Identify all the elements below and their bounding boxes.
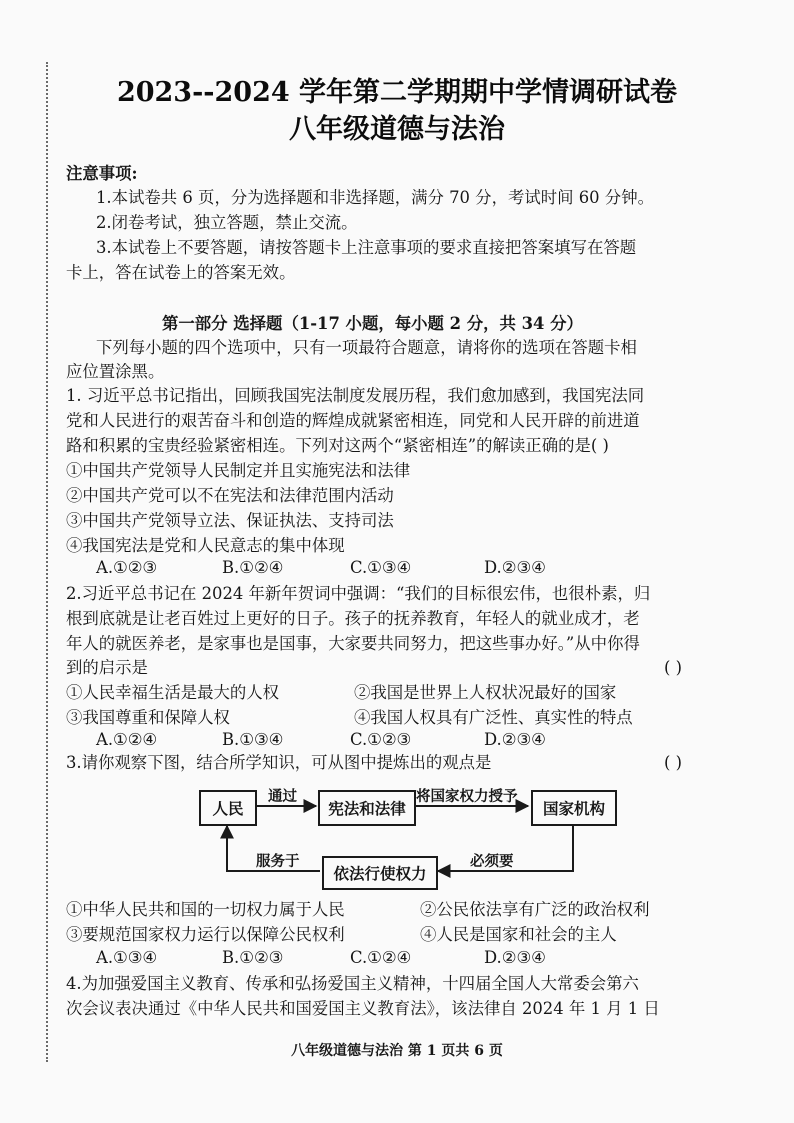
q3-statement-2: ②公民依法享有广泛的政治权利 (420, 900, 650, 919)
q2-option-d: D.②③④ (484, 730, 546, 749)
q1-stem-line-3: 路和积累的宝贵经验紧密相连。下列对这两个“紧密相连”的解读正确的是( ) (66, 436, 609, 455)
q3-statement-1: ①中华人民共和国的一切权力属于人民 (66, 900, 345, 919)
notice-item-3: 3.本试卷上不要答题，请按答题卡上注意事项的要求直接把答案填写在答题 (96, 238, 637, 257)
notice-item-2: 2.闭卷考试，独立答题，禁止交流。 (96, 213, 358, 232)
q1-stem-line-2: 党和人民进行的艰苦奋斗和创造的辉煌成就紧密相连，同党和人民开辟的前进道 (66, 411, 640, 430)
notice-item-3-cont: 卡上，答在试卷上的答案无效。 (66, 263, 296, 282)
diagram-box-state-organs: 国家机构 (531, 790, 617, 826)
q3-statement-4: ④人民是国家和社会的主人 (420, 925, 617, 944)
q1-stem-line-1: 1. 习近平总书记指出，回顾我国宪法制度发展历程，我们愈加感到，我国宪法同 (66, 386, 645, 405)
q3-statement-3: ③要规范国家权力运行以保障公民权利 (66, 925, 345, 944)
q2-stem-line-1: 2.习近平总书记在 2024 年新年贺词中强调：“我们的目标很宏伟，也很朴素，归 (66, 584, 651, 603)
q1-statement-4: ④我国宪法是党和人民意志的集中体现 (66, 536, 345, 555)
diagram-box-exercise-power: 依法行使权力 (322, 856, 438, 890)
exam-subtitle: 八年级道德与法治 (289, 114, 505, 145)
q2-statement-3: ③我国尊重和保障人权 (66, 708, 230, 727)
q2-stem-line-4: 到的启示是 (66, 658, 148, 677)
q3-option-a: A.①③④ (96, 948, 158, 967)
q2-stem-line-2: 根到底就是让老百姓过上更好的日子。孩子的抚养教育，年轻人的就业成才，老 (66, 609, 640, 628)
q3-stem: 3.请你观察下图，结合所学知识，可从图中提炼出的观点是 (66, 753, 492, 772)
q3-answer-bracket: ( ) (664, 753, 682, 772)
q1-option-c: C.①③④ (350, 558, 412, 577)
notice-item-1: 1.本试卷共 6 页，分为选择题和非选择题，满分 70 分，考试时间 60 分钟。 (96, 188, 654, 207)
q4-stem-line-2: 次会议表决通过《中华人民共和国爱国主义教育法》，该法律自 2024 年 1 月 1 日 (66, 999, 660, 1018)
q2-statement-2: ②我国是世界上人权状况最好的国家 (354, 683, 617, 702)
q4-stem-line-1: 4.为加强爱国主义教育、传承和弘扬爱国主义精神，十四届全国人大常委会第六 (66, 974, 639, 993)
q2-statement-4: ④我国人权具有广泛性、真实性的特点 (354, 708, 633, 727)
q1-option-a: A.①②③ (96, 558, 158, 577)
diagram-label-through: 通过 (268, 788, 297, 805)
q1-option-d: D.②③④ (484, 558, 546, 577)
q2-option-c: C.①②③ (350, 730, 412, 749)
q2-option-a: A.①②④ (96, 730, 158, 749)
diagram-box-constitution-law: 宪法和法律 (318, 790, 416, 826)
diagram-label-must: 必须要 (470, 853, 514, 870)
q1-statement-3: ③中国共产党领导立法、保证执法、支持司法 (66, 511, 394, 530)
q3-option-b: B.①②③ (222, 948, 284, 967)
exam-title: 2023--2024 学年第二学期期中学情调研试卷 (116, 77, 678, 108)
q2-statement-1: ①人民幸福生活是最大的人权 (66, 683, 280, 702)
diagram-box-people: 人民 (199, 790, 257, 826)
q3-option-c: C.①②④ (350, 948, 412, 967)
notice-heading: 注意事项: (66, 164, 138, 183)
diagram-label-serve: 服务于 (256, 853, 300, 870)
q2-answer-bracket: ( ) (664, 658, 682, 677)
q1-statement-1: ①中国共产党领导人民制定并且实施宪法和法律 (66, 461, 411, 480)
q1-option-b: B.①②④ (222, 558, 284, 577)
section-instruction-cont: 应位置涂黑。 (66, 362, 165, 381)
q2-stem-line-3: 年人的就医养老，是家事也是国事，大家要共同努力，把这些事办好。”从中你得 (66, 634, 640, 653)
section-heading: 第一部分 选择题（1-17 小题，每小题 2 分，共 34 分） (162, 314, 583, 333)
diagram-label-grant-power: 将国家权力授予 (416, 788, 518, 805)
page-footer: 八年级道德与法治 第 1 页共 6 页 (291, 1043, 503, 1059)
section-instruction: 下列每小题的四个选项中，只有一项最符合题意，请将你的选项在答题卡相 (96, 338, 637, 357)
q3-option-d: D.②③④ (484, 948, 546, 967)
q2-option-b: B.①③④ (222, 730, 284, 749)
q1-statement-2: ②中国共产党可以不在宪法和法律范围内活动 (66, 486, 394, 505)
